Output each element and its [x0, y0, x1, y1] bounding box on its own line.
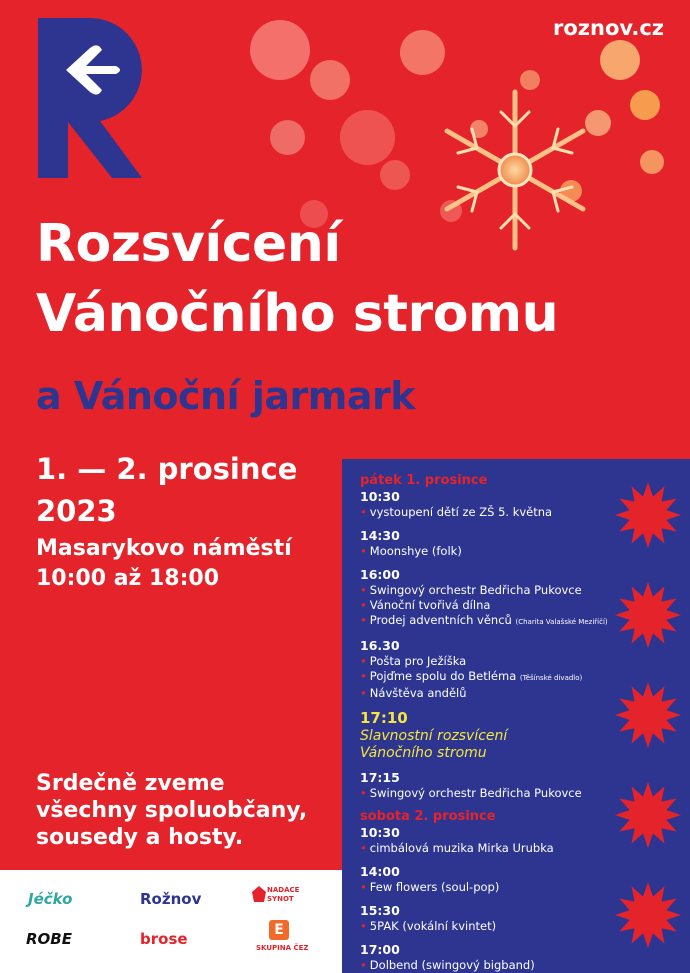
event-item-text: Few flowers (soul-pop) [369, 880, 500, 894]
event-item-text: 5PAK (vokální kvintet) [369, 919, 497, 933]
event-item-text: Swingový orchestr Bedřicha Pukovce [369, 786, 582, 800]
event-item-text: Prodej adventních věnců [369, 613, 512, 627]
bokeh-light [340, 110, 395, 165]
schedule-event [360, 942, 610, 973]
year: 2023 [36, 494, 117, 528]
cez-label: SKUPINA ČEZ [256, 944, 309, 952]
event-item [360, 686, 610, 701]
event-item-text: Pojďme spolu do Betléma [369, 669, 517, 683]
bokeh-light [270, 120, 305, 155]
event-item-text: vystoupení dětí ze ZŠ 5. května [369, 505, 553, 519]
event-time: 16.30 [360, 638, 400, 653]
starburst-icon [614, 681, 682, 749]
event-item [360, 919, 610, 934]
event-item-note: (Charita Valašské Meziříčí) [515, 618, 608, 626]
event-item [360, 598, 610, 613]
snowflake-ornament-icon [430, 85, 600, 255]
event-time: 14:00 [360, 864, 400, 879]
highlight-line-1: Slavnostní rozsvícení [360, 728, 508, 744]
schedule-event [360, 903, 610, 934]
bullet-dot-icon: • [360, 505, 367, 519]
bullet-dot-icon: • [360, 654, 367, 668]
event-item-text: Dolbend (swingový bigband) [369, 958, 535, 972]
event-item [360, 613, 610, 630]
event-item [360, 786, 610, 801]
event-time: 14:30 [360, 528, 400, 543]
starburst-icon [614, 481, 682, 549]
event-item [360, 841, 610, 856]
invitation-text [36, 770, 307, 851]
invitation-line: sousedy a hosty. [36, 825, 244, 850]
event-time: 10:30 [360, 489, 400, 504]
day-heading-saturday: sobota 2. prosince [360, 809, 496, 824]
event-item [360, 958, 610, 973]
schedule-event [360, 638, 610, 701]
schedule-event [360, 489, 610, 520]
schedule-event [360, 528, 610, 559]
bullet-dot-icon: • [360, 841, 367, 855]
bokeh-light [250, 20, 310, 80]
schedule-event [360, 770, 610, 801]
event-item-text: Moonshye (folk) [369, 544, 462, 558]
bokeh-light [310, 60, 350, 100]
event-time: 16:00 [360, 567, 400, 582]
title-line-2: Vánočního stromu [36, 284, 559, 344]
bokeh-light [630, 90, 660, 120]
event-item-text: Vánoční tvořivá dílna [369, 598, 491, 612]
venue: Masarykovo náměstí [36, 536, 292, 561]
bullet-dot-icon: • [360, 613, 367, 627]
bokeh-light [400, 30, 445, 75]
event-item [360, 654, 610, 669]
bullet-dot-icon: • [360, 583, 367, 597]
program-schedule [342, 459, 690, 973]
sponsor-brose-logo: brose [140, 930, 188, 948]
bullet-dot-icon: • [360, 919, 367, 933]
highlight-line-2: Vánočního stromu [360, 745, 487, 761]
subtitle: a Vánoční jarmark [36, 374, 415, 418]
nadace-synot-label: NADACE SYNOT [267, 886, 300, 903]
event-item [360, 880, 610, 895]
event-time: 15:30 [360, 903, 400, 918]
cez-icon: E [269, 920, 289, 940]
starburst-icon [614, 781, 682, 849]
website-url[interactable]: roznov.cz [552, 16, 664, 40]
sponsor-jecko-logo: Jéčko [28, 890, 73, 908]
bokeh-light [380, 160, 410, 190]
event-item-text: Pošta pro Ježíška [369, 654, 467, 668]
highlight-time: 17:10 [360, 709, 408, 727]
sponsor-robe-logo: ROBE [26, 930, 72, 948]
schedule-event [360, 825, 610, 856]
bullet-dot-icon: • [360, 669, 367, 683]
sponsor-roznov-logo: Rožnov [140, 890, 202, 908]
starburst-icon [614, 581, 682, 649]
bokeh-light [640, 150, 664, 174]
event-item-text: Návštěva andělů [369, 686, 467, 700]
event-time: 17:00 [360, 942, 400, 957]
bullet-dot-icon: • [360, 958, 367, 972]
bokeh-light [600, 40, 640, 80]
schedule-list [360, 473, 610, 973]
schedule-event [360, 864, 610, 895]
event-time: 10:30 [360, 825, 400, 840]
event-item-text: cimbálová muzika Mirka Urubka [369, 841, 554, 855]
opening-hours: 10:00 až 18:00 [36, 566, 220, 591]
bullet-dot-icon: • [360, 880, 367, 894]
event-time: 17:15 [360, 770, 400, 785]
day-heading-friday: pátek 1. prosince [360, 473, 488, 488]
event-item-note: (Těšínské divadlo) [519, 674, 583, 682]
sponsor-cez-logo [256, 920, 309, 960]
highlight-event [360, 709, 610, 762]
invitation-line: Srdečně zveme [36, 771, 225, 796]
event-item [360, 583, 610, 598]
event-item [360, 669, 610, 686]
schedule-event [360, 567, 610, 630]
starburst-icon [614, 881, 682, 949]
event-item-text: Swingový orchestr Bedřicha Pukovce [369, 583, 582, 597]
event-item [360, 505, 610, 520]
nadace-synot-icon [252, 886, 266, 902]
title-line-1: Rozsvícení [36, 214, 341, 274]
invitation-line: všechny spoluobčany, [36, 798, 308, 823]
bullet-dot-icon: • [360, 544, 367, 558]
bullet-dot-icon: • [360, 786, 367, 800]
sponsors-panel [0, 870, 342, 973]
bullet-dot-icon: • [360, 598, 367, 612]
event-item [360, 544, 610, 559]
date-range: 1. — 2. prosince [36, 452, 298, 486]
roznov-logo [38, 18, 148, 178]
bullet-dot-icon: • [360, 686, 367, 700]
sponsor-nadace-synot-logo [252, 884, 302, 916]
